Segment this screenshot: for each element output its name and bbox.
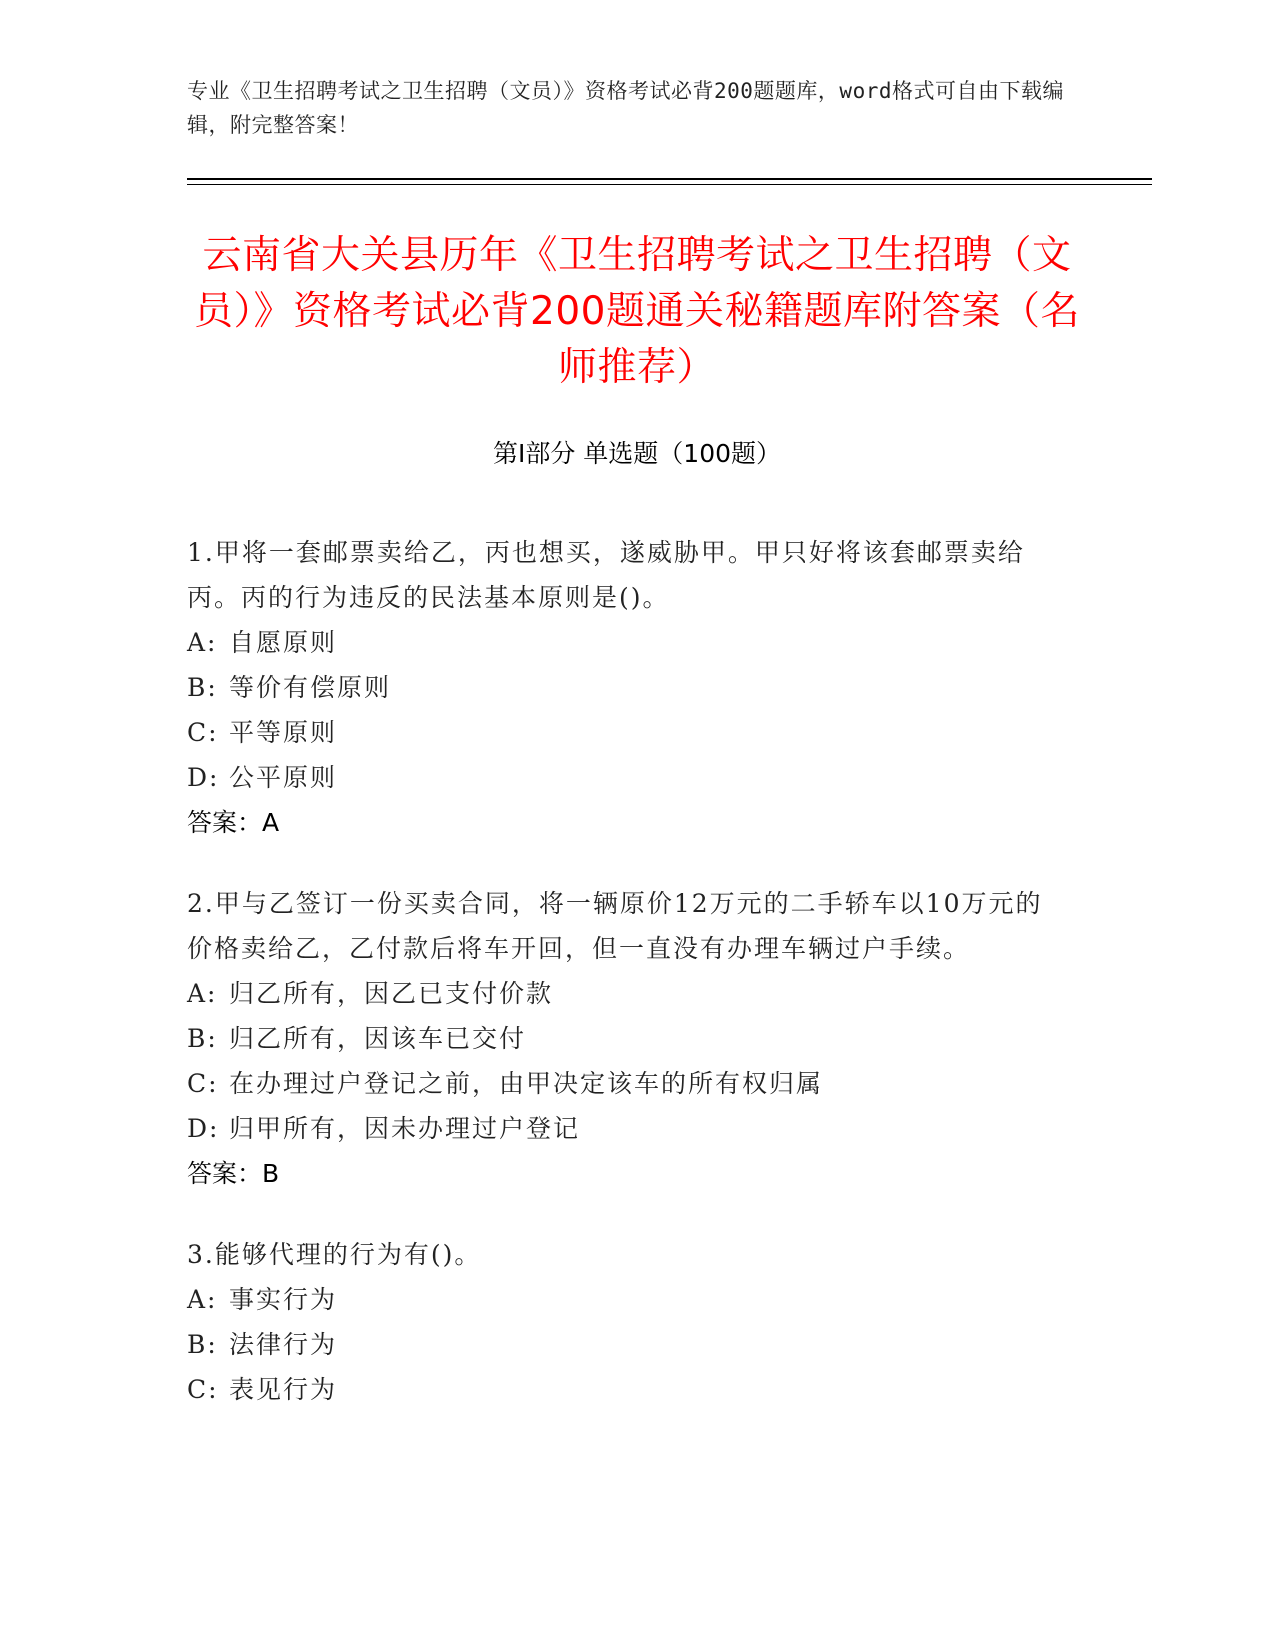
option-c <box>187 1061 1067 1106</box>
option-c <box>187 710 1067 755</box>
question-stem: 2.甲与乙签订一份买卖合同，将一辆原价12万元的二手轿车以10万元的价格卖给乙，乙付款后将车开回，但一直没有办理车辆过户手续。 <box>187 889 1043 963</box>
header-divider-thick <box>187 178 1152 180</box>
option-a <box>187 971 1067 1016</box>
option-text: 表见行为 <box>229 1375 338 1404</box>
answer-label: 答案： <box>187 1159 263 1188</box>
header-note: 专业《卫生招聘考试之卫生招聘（文员）》资格考试必背200题题库，word格式可自由下载编辑，附完整答案！ <box>187 79 1064 137</box>
option-text: 法律行为 <box>229 1330 338 1359</box>
option-text: 归乙所有，因乙已支付价款 <box>229 979 554 1008</box>
option-b <box>187 1016 1067 1061</box>
question-2 <box>187 881 1067 1196</box>
option-a <box>187 1277 1067 1322</box>
answer-value: B <box>262 1159 280 1188</box>
option-key: C: <box>187 1375 219 1404</box>
option-a <box>187 620 1067 665</box>
option-c <box>187 1367 1067 1412</box>
option-b <box>187 1322 1067 1367</box>
option-key: B: <box>187 1024 218 1053</box>
answer-label: 答案： <box>187 808 263 837</box>
section-title: 第I部分 单选题（100题） <box>492 439 782 468</box>
option-text: 自愿原则 <box>229 628 338 657</box>
question-3 <box>187 1232 1067 1412</box>
option-text: 归甲所有，因未办理过户登记 <box>229 1114 581 1143</box>
answer-line <box>187 1151 1067 1196</box>
header-divider-thin <box>187 184 1152 185</box>
question-1 <box>187 530 1067 845</box>
option-key: D: <box>187 1114 220 1143</box>
option-key: C: <box>187 718 219 747</box>
question-list <box>187 530 1067 1448</box>
option-d <box>187 1106 1067 1151</box>
question-stem: 3.能够代理的行为有()。 <box>187 1240 482 1269</box>
option-key: A: <box>187 628 218 657</box>
option-text: 等价有偿原则 <box>229 673 392 702</box>
option-b <box>187 665 1067 710</box>
option-key: A: <box>187 1285 218 1314</box>
option-key: D: <box>187 763 220 792</box>
option-text: 在办理过户登记之前，由甲决定该车的所有权归属 <box>229 1069 824 1098</box>
option-key: C: <box>187 1069 219 1098</box>
option-text: 事实行为 <box>229 1285 338 1314</box>
answer-line <box>187 800 1067 845</box>
question-stem: 1.甲将一套邮票卖给乙，丙也想买，遂威胁甲。甲只好将该套邮票卖给丙。丙的行为违反的民法基本原则是()。 <box>187 538 1025 612</box>
option-text: 归乙所有，因该车已交付 <box>229 1024 527 1053</box>
option-text: 平等原则 <box>229 718 338 747</box>
option-key: B: <box>187 1330 218 1359</box>
option-key: B: <box>187 673 218 702</box>
option-key: A: <box>187 979 218 1008</box>
option-d <box>187 755 1067 800</box>
answer-value: A <box>262 808 280 837</box>
option-text: 公平原则 <box>229 763 338 792</box>
document-title: 云南省大关县历年《卫生招聘考试之卫生招聘（文员）》资格考试必背200题通关秘籍题库附答案（名师推荐） <box>194 233 1080 390</box>
